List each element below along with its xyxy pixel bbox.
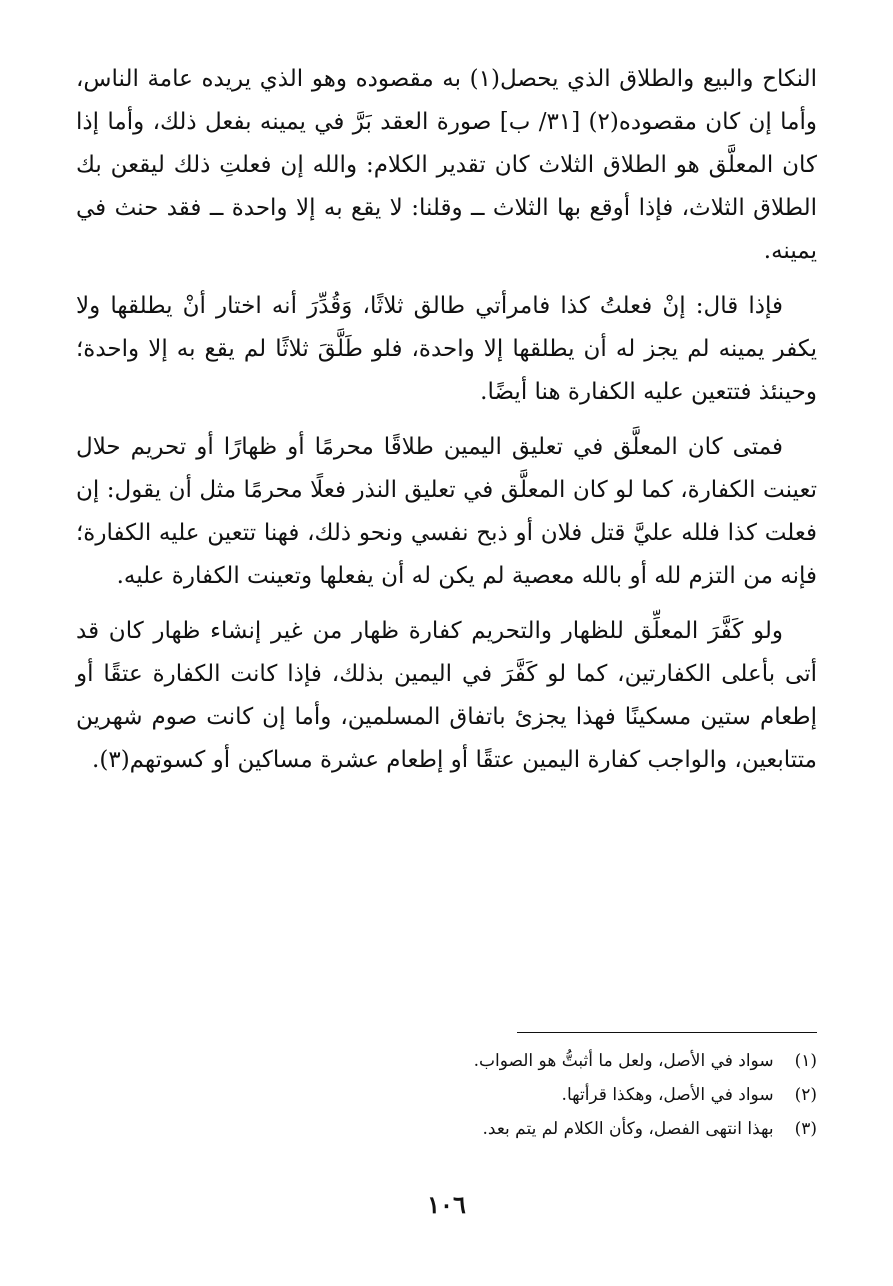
- footnotes: [76, 1044, 817, 1146]
- footnote-number: (٣): [794, 1119, 817, 1139]
- footnote-text: سواد في الأصل، ولعل ما أثبتُّ هو الصواب.: [473, 1051, 774, 1071]
- page-body: [76, 58, 817, 794]
- page-number: ١٠٦: [427, 1190, 466, 1219]
- footnote-1: [76, 1044, 817, 1078]
- footnote-text: سواد في الأصل، وهكذا قرأتها.: [561, 1085, 774, 1105]
- paragraph-1: النكاح والبيع والطلاق الذي يحصل(١) به مقصوده وهو الذي يريده عامة الناس، وأما إن كان مقصوده(٢) [٣١/ ب] صورة العقد بَرَّ في يمينه بفعل ذلك، وأما إذا كان المعلَّق هو الطلاق الثلاث كان تقدير الكلام: والله إن فعلتِ ذلك ليقعن بك الطلاق الثلاث، فإذا أوقع بها الثلاث ــ وقلنا: لا يقع به إلا واحدة ــ فقد حنث في يمينه.: [76, 66, 817, 264]
- footnote-text: بهذا انتهى الفصل، وكأن الكلام لم يتم بعد.: [482, 1119, 774, 1139]
- footnote-number: (٢): [794, 1085, 817, 1105]
- footnote-2: [76, 1078, 817, 1112]
- paragraph-3: فمتى كان المعلَّق في تعليق اليمين طلاقًا محرمًا أو ظهارًا أو تحريم حلال تعينت الكفارة، كما لو كان المعلَّق في تعليق النذر فعلًا محرمًا مثل أن يقول: إن فعلت كذا فلله عليَّ قتل فلان أو ذبح نفسي ونحو ذلك، فهنا تتعين عليه الكفارة؛ فإنه من التزم لله أو بالله معصية لم يكن له أن يفعلها وتعينت الكفارة عليه.: [76, 434, 817, 589]
- paragraph-2: فإذا قال: إنْ فعلتُ كذا فامرأتي طالق ثلاثًا، وَقُدِّرَ أنه اختار أنْ يطلقها ولا يكفر يمينه لم يجز له أن يطلقها إلا واحدة، فلو طَلَّقَ ثلاثًا لم يقع به إلا واحدة؛ وحينئذ فتتعين عليه الكفارة هنا أيضًا.: [76, 293, 817, 405]
- paragraph-4: ولو كَفَّرَ المعلِّق للظهار والتحريم كفارة ظهار من غير إنشاء ظهار كان قد أتى بأعلى الكفارتين، كما لو كَفَّرَ في اليمين بذلك، فإذا كانت الكفارة عتقًا أو إطعام ستين مسكينًا فهذا يجزئ باتفاق المسلمين، وأما إن كانت صوم شهرين متتابعين، والواجب كفارة اليمين عتقًا أو إطعام عشرة مساكين أو كسوتهم(٣).: [76, 618, 817, 773]
- footnote-divider: [517, 1032, 817, 1033]
- main-text: [76, 58, 817, 782]
- footnote-number: (١): [794, 1051, 817, 1071]
- footnote-3: [76, 1112, 817, 1146]
